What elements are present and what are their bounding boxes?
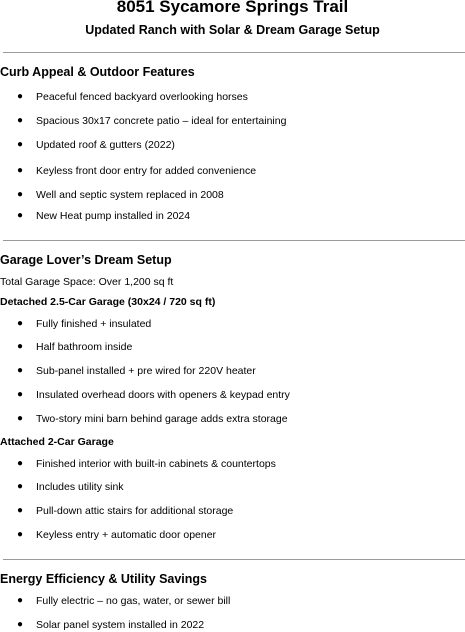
section-heading-garage: Garage Lover’s Dream Setup bbox=[0, 253, 172, 267]
divider-2 bbox=[3, 240, 465, 241]
bullet-icon: ● bbox=[17, 481, 24, 492]
bullet-icon: ● bbox=[17, 210, 24, 221]
divider-1 bbox=[3, 52, 465, 53]
bullet-icon: ● bbox=[17, 505, 24, 516]
subheading-detached-garage: Detached 2.5-Car Garage (30x24 / 720 sq ft) bbox=[0, 296, 216, 308]
subheading-attached-garage: Attached 2-Car Garage bbox=[0, 436, 114, 448]
bullet-icon: ● bbox=[17, 365, 24, 376]
page-subtitle: Updated Ranch with Solar & Dream Garage Setup bbox=[85, 23, 380, 37]
bullet-icon: ● bbox=[17, 389, 24, 400]
bullet-icon: ● bbox=[17, 91, 24, 102]
bullet-icon: ● bbox=[17, 341, 24, 352]
bullet-icon: ● bbox=[17, 595, 24, 606]
bullet-icon: ● bbox=[17, 529, 24, 540]
bullet-icon: ● bbox=[17, 619, 24, 630]
total-garage-space: Total Garage Space: Over 1,200 sq ft bbox=[0, 276, 174, 288]
bullet-icon: ● bbox=[17, 458, 24, 469]
bullet-icon: ● bbox=[17, 318, 24, 329]
section-heading-curb-appeal: Curb Appeal & Outdoor Features bbox=[0, 65, 195, 79]
bullet-icon: ● bbox=[17, 165, 24, 176]
listing-document: 8051 Sycamore Springs Trail Updated Ranch with Solar & Dream Garage Setup Curb Appeal & Outdoor Features ● Peaceful fenced backyard overlooking horses ● Spacious 30x17 concrete patio – ideal for entertaining ● Updated roof & gutters (2022) ● Keyless front door entry for added convenience ● Well and septic system replaced in 2008 ● New Heat pump installed in 2024 Garage Lover’s Dream Setup Total Garage Space: Over 1,200 sq ft Detached 2.5-Car Garage (30x24 / 720 sq ft) ● Fully finished + insulated ● Half bathroom inside ● Sub-panel installed + pre wired for 220V heater ● Insulated overhead doors with openers & keypad entry ● Two-story mini barn behind garage adds extra storage Attached 2-Car Garage ● Finished interior with built-in cabinets & countertops ● Includes utility sink ● Pull-down attic stairs for additional storage ● Keyless entry + automatic door opener Energy Efficiency & Utility Savings ● Fully electric – no gas, water, or sewer bill ● Solar panel system installed in 2022 bbox=[0, 0, 465, 630]
bullet-icon: ● bbox=[17, 189, 24, 200]
section-heading-energy: Energy Efficiency & Utility Savings bbox=[0, 572, 208, 586]
page-title: 8051 Sycamore Springs Trail bbox=[116, 0, 349, 16]
bullet-icon: ● bbox=[17, 115, 24, 126]
bullet-icon: ● bbox=[17, 413, 24, 424]
bullet-icon: ● bbox=[17, 139, 24, 150]
divider-3 bbox=[3, 559, 465, 560]
